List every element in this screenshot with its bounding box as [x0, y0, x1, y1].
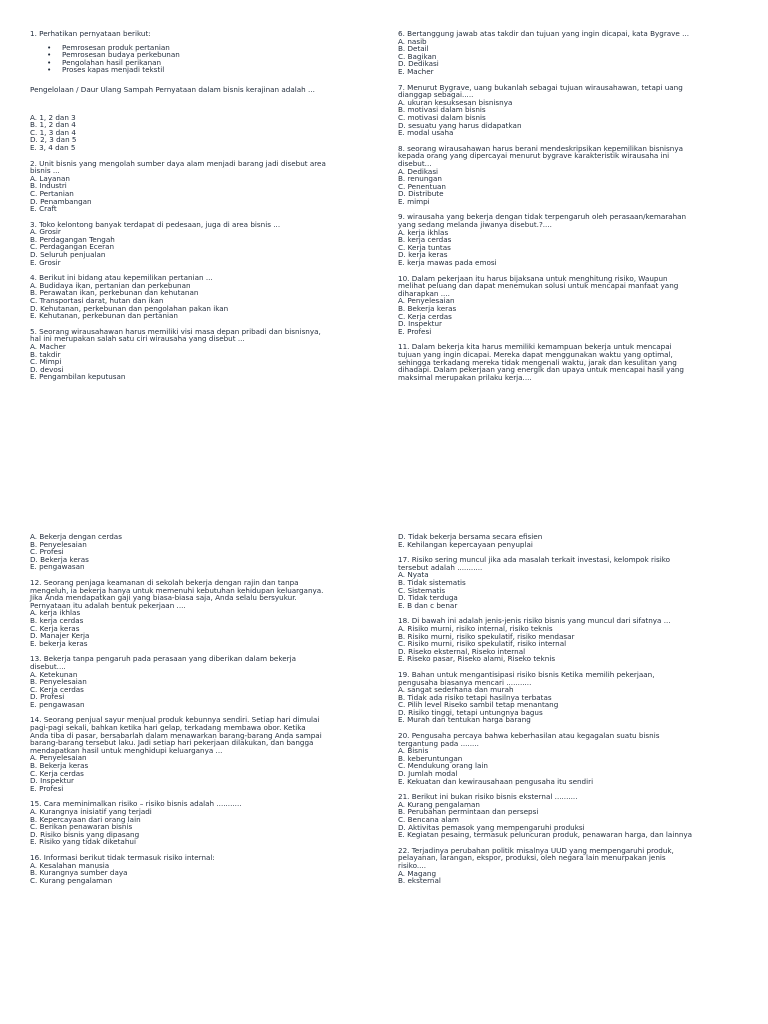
- answer-option: D. Inspektur: [30, 776, 74, 786]
- answer-option: D. Manajer Kerja: [30, 631, 90, 641]
- answer-option: B. Penyelesaian: [30, 677, 87, 687]
- answer-option: D. Risiko bisnis yang dipasang: [30, 829, 140, 839]
- answer-option: C. Risiko murni, risiko spekulatif, risiko internal: [398, 639, 567, 649]
- answer-option: A. Layanan: [30, 173, 70, 183]
- answer-option: A. sangat sederhana dan murah: [398, 685, 514, 695]
- question-stem: 11. Dalam bekerja kita harus memiliki kemampuan bekerja untuk mencapai: [398, 342, 672, 352]
- question-12: [30, 579, 323, 647]
- question-6: [398, 30, 689, 76]
- question-3: [30, 221, 326, 267]
- answer-option: B. Perubahan permintaan dan persepsi: [398, 807, 539, 817]
- question-5: [30, 328, 326, 381]
- answer-option: C. Mimpi: [30, 357, 62, 367]
- answer-option: B. Perdagangan Tengah: [30, 234, 115, 244]
- answer-option: B. Industri: [30, 181, 67, 191]
- answer-option: E. Murah dan tentukan harga barang: [398, 715, 531, 725]
- answer-option: C. Mendukung orang lain: [398, 761, 488, 771]
- answer-option: B. eksternal: [398, 876, 441, 886]
- question-17: [398, 556, 692, 609]
- answer-option: B. Risiko murni, risiko spekulatif, risiko mendasar: [398, 631, 575, 641]
- answer-option: B. kerja cerdas: [30, 615, 84, 625]
- question-stem: 8. seorang wirausahawan harus berani mendeskripsikan kepemilikan bisnisnya: [398, 143, 683, 153]
- answer-option: E. Riseko pasar, Riseko alami, Riseko teknis: [398, 654, 556, 664]
- statement-item: • Proses kapas menjadi tekstil: [62, 66, 326, 74]
- question-stem: 6. Bertanggung jawab atas takdir dan tujuan yang ingin dicapai, kata Bygrave ...: [398, 29, 689, 38]
- question-stem: 18. Di bawah ini adalah jenis-jenis risiko bisnis yang muncul dari sifatnya ...: [398, 616, 671, 626]
- answer-option: D. Dedikasi: [398, 59, 439, 69]
- answer-option: D. kerja keras: [398, 250, 448, 260]
- question-22: [398, 847, 692, 885]
- question-stem: dihadapi. Dalam pekerjaan yang energik dan upaya untuk mencapai hasil yang: [398, 365, 684, 375]
- answer-option: A. Penyelesaian: [398, 296, 455, 306]
- question-11-options: [30, 533, 323, 571]
- answer-option: D. Tidak bekerja bersama secara efisien: [398, 532, 543, 541]
- answer-option: C. Perdagangan Eceran: [30, 242, 115, 252]
- question-stem: sehingga terkadang mereka tidak mengenali waktu, jarak dan kesulitan yang: [398, 357, 677, 367]
- question-stem: pengusaha biasanya mencari ...........: [398, 677, 532, 687]
- question-16-options: [398, 533, 692, 548]
- question-stem: 17. Risiko sering muncul jika ada masalah terkait investasi, kelompok risiko: [398, 555, 670, 565]
- answer-option: C. Bagikan: [398, 51, 437, 61]
- answer-option: E. Kekuatan dan kewirausahaan pengusaha itu sendiri: [398, 776, 594, 786]
- answer-option: E. Profesi: [30, 783, 64, 793]
- question-stem: tergantung pada ........: [398, 738, 479, 748]
- answer-option: A. Kesalahan manusia: [30, 860, 110, 870]
- answer-option: E. Pengambilan keputusan: [30, 372, 126, 382]
- answer-option: B. keberuntungan: [398, 753, 463, 763]
- question-stem: Anda tiba di pasar, bersabarlah dalam menawarkan barang-barang Anda sampai: [30, 730, 322, 740]
- question-stem: mendapatkan hasil untuk menghidupi keluarganya ...: [30, 745, 223, 755]
- answer-option: C. Penentuan: [398, 181, 446, 191]
- question-stem: bisnis ...: [30, 166, 60, 176]
- answer-option: D. Tidak terduga: [398, 593, 458, 603]
- question-stem: 2. Unit bisnis yang mengolah sumber daya alam menjadi barang jadi disebut area: [30, 158, 326, 168]
- answer-option: E. mimpi: [398, 196, 430, 206]
- statement-item: • Pemrosesan produk pertanian: [62, 44, 326, 52]
- question-18: [398, 617, 692, 663]
- question-stem: hal ini merupakan salah satu ciri wirausaha yang disebut ...: [30, 334, 245, 344]
- question-stem: 4. Berikut ini bidang atau kepemilikan pertanian ...: [30, 273, 213, 283]
- answer-option: B. motivasi dalam bisnis: [398, 105, 486, 115]
- answer-option: C. Kerja cerdas: [398, 311, 452, 321]
- question-stem: disebut...: [398, 158, 432, 168]
- question-stem: dianggap sebagai.....: [398, 90, 474, 100]
- answer-option: A. Risiko murni, risiko internal, risiko teknis: [398, 623, 553, 633]
- question-stem: 16. Informasi berikut tidak termasuk risiko internal:: [30, 852, 215, 862]
- answer-option: E. Profesi: [398, 326, 432, 336]
- answer-option: E. kerja mawas pada emosi: [398, 258, 497, 268]
- question-16: [30, 854, 323, 884]
- question-stem: barang-barang tersebut laku. Jadi setiap hari pekerjaan dilakukan, dan bangga: [30, 738, 314, 748]
- answer-option: D. sesuatu yang harus didapatkan: [398, 120, 522, 130]
- answer-option: A. kerja ikhlas: [398, 227, 449, 237]
- question-20: [398, 732, 692, 785]
- question-15: [30, 800, 323, 846]
- answer-option: C. Transportasi darat, hutan dan ikan: [30, 296, 164, 306]
- answer-option: D. Distribute: [398, 189, 444, 199]
- question-stem: 21. Berikut ini bukan risiko bisnis eksternal ..........: [398, 792, 578, 802]
- question-14: [30, 716, 323, 792]
- question-11: [398, 343, 689, 381]
- question-7: [398, 84, 689, 137]
- answer-option: B. Penyelesaian: [30, 539, 87, 549]
- answer-option: B. 1, 2 dan 4: [30, 120, 76, 130]
- statement-item: • Pemrosesan budaya perkebunan: [62, 51, 326, 59]
- question-10: [398, 275, 689, 336]
- question-stem: mengeluh, ia bekerja hanya untuk memenuhi kebutuhan kehidupan keluarganya.: [30, 585, 324, 595]
- page1-left-column: [30, 30, 326, 381]
- question-stem: disebut....: [30, 661, 66, 671]
- answer-option: B. kerja cerdas: [398, 235, 452, 245]
- question-stem: tujuan yang ingin dicapai. Mereka dapat menggunakan waktu yang optimal,: [398, 349, 673, 359]
- question-stem: 3. Toko kelontong banyak terdapat di pedesaan, juga di area bisnis ...: [30, 219, 281, 229]
- answer-option: D. Profesi: [30, 692, 65, 702]
- answer-option: C. Kerja tuntas: [398, 242, 451, 252]
- answer-option: A. Kurang pengalaman: [398, 799, 480, 809]
- answer-option: B. Bekerja keras: [398, 304, 457, 313]
- answer-option: A. Penyelesaian: [30, 753, 87, 763]
- page2-right-column: [398, 533, 692, 885]
- question-stem: maksimal merupakan prilaku kerja....: [398, 372, 532, 382]
- answer-option: C. Kerja cerdas: [30, 684, 84, 694]
- answer-option: A. Grosir: [30, 227, 61, 237]
- answer-option: D. Risiko tinggi, tetapi untungnya bagus: [398, 707, 543, 717]
- answer-option: A. Dedikasi: [398, 166, 439, 176]
- answer-option: C. 1, 3 dan 4: [30, 127, 76, 137]
- question-4: [30, 274, 326, 320]
- answer-option: D. Jumlah modal: [398, 769, 458, 779]
- question-9: [398, 213, 689, 266]
- answer-option: B. Detail: [398, 44, 429, 54]
- answer-option: C. Pertanian: [30, 188, 74, 198]
- answer-option: A. Kurangnya inisiatif yang terjadi: [30, 807, 152, 816]
- answer-option: C. Bencana alam: [398, 815, 459, 824]
- answer-option: C. Berikan penawaran bisnis: [30, 822, 133, 832]
- answer-option: A. Magang: [398, 868, 437, 878]
- answer-option: C. Kurang pengalaman: [30, 875, 113, 885]
- answer-option: D. Aktivitas pemasok yang mempengaruhi produksi: [398, 822, 585, 832]
- answer-option: B. Bekerja keras: [30, 761, 89, 771]
- answer-option: B. Kepercayaan dari orang lain: [30, 814, 141, 824]
- answer-option: C. motivasi dalam bisnis: [398, 112, 486, 122]
- answer-option: A. nasib: [398, 36, 427, 46]
- question-stem: 22. Terjadinya perubahan politik misalnya UUD yang mempengaruhi produk,: [398, 845, 674, 855]
- answer-option: D. Seluruh penjualan: [30, 250, 106, 260]
- answer-option: B. Tidak sistematis: [398, 577, 466, 587]
- answer-option: E. Craft: [30, 204, 57, 214]
- question-21: [398, 793, 692, 839]
- question-stem: 9. wirausaha yang bekerja dengan tidak terpengaruh oleh perasaan/kemarahan: [398, 212, 687, 222]
- answer-option: B. Perawatan ikan, perkebunan dan kehutanan: [30, 288, 199, 298]
- question-stem: 15. Cara meminimalkan risiko – risiko bisnis adalah ...........: [30, 799, 242, 809]
- answer-option: A. ukuran kesuksesan bisnisnya: [398, 97, 513, 107]
- question-stem: melihat peluang dan dapat menemukan solusi untuk mencapai manfaat yang: [398, 281, 679, 291]
- question-stem: diharapkan ....: [398, 288, 450, 298]
- question-stem: pagi-pagi sekali, bahkan ketika hari gelap, terkadang membawa obor. Ketika: [30, 723, 306, 733]
- answer-option: C. Profesi: [30, 547, 64, 557]
- answer-option: E. pengawasan: [30, 562, 85, 572]
- question-stem: Pernyataan itu adalah bentuk pekerjaan ....: [30, 600, 186, 610]
- question-stem: kepada orang yang dipercayai menurut bygrave karakteristik wirausaha ini: [398, 151, 670, 161]
- answer-option: E. pengawasan: [30, 699, 85, 709]
- answer-option: B. takdir: [30, 349, 61, 359]
- answer-option: A. Budidaya ikan, pertanian dan perkebunan: [30, 280, 191, 290]
- question-stem: 5. Seorang wirausahawan harus memiliki visi masa depan pribadi dan bisnisnya,: [30, 326, 321, 336]
- answer-option: A. Bisnis: [398, 746, 429, 756]
- question-stem: yang sedang melanda jiwanya disebut.?....: [398, 220, 552, 230]
- answer-option: D. devosi: [30, 364, 64, 374]
- answer-option: E. Grosir: [30, 257, 61, 267]
- answer-option: E. Kehutanan, perkebunan dan pertanian: [30, 311, 178, 321]
- answer-option: A. Macher: [30, 342, 66, 351]
- question-stem: 12. Seorang penjaga keamanan di sekolah bekerja dengan rajin dan tanpa: [30, 577, 299, 587]
- answer-option: C. Pilih level Riseko sambil tetap menantang: [398, 700, 559, 710]
- answer-option: B. Tidak ada risiko tetapi hasilnya terbatas: [398, 692, 552, 702]
- answer-option: E. Kehilangan kepercayaan penyuplai: [398, 539, 533, 549]
- answer-option: D. Bekerja keras: [30, 554, 89, 564]
- answer-option: D. Kehutanan, perkebunan dan pengolahan pakan ikan: [30, 303, 229, 313]
- question-stem: 10. Dalam pekerjaan itu harus bijaksana untuk menghitung risiko, Waupun: [398, 273, 668, 283]
- page2-left-column: [30, 533, 323, 884]
- question-13: [30, 655, 323, 708]
- answer-option: C. Sistematis: [398, 585, 446, 595]
- question-stem: 19. Bahan untuk mengantisipasi risiko bisnis Ketika memilih pekerjaan,: [398, 669, 655, 679]
- question-19: [398, 671, 692, 724]
- answer-option: E. modal usaha: [398, 128, 454, 138]
- question-8: [398, 145, 689, 206]
- question-stem: Jika Anda mendapatkan gaji yang biasa-biasa saja, Anda selalu bersyukur.: [30, 593, 297, 603]
- answer-option: D. Penambangan: [30, 196, 92, 206]
- question-stem: 7. Menurut Bygrave, uang bukanlah sebagai tujuan wirausahawan, tetapi uang: [398, 82, 683, 92]
- answer-option: E. B dan c benar: [398, 600, 458, 610]
- question-stem: 1. Perhatikan pernyataan berikut:: [30, 29, 151, 38]
- answer-option: D. 2, 3 dan 5: [30, 135, 77, 145]
- answer-option: A. 1, 2 dan 3: [30, 112, 76, 122]
- answer-option: A. kerja ikhlas: [30, 608, 81, 618]
- page1-right-column: [398, 30, 689, 381]
- question-stem: 13. Bekerja tanpa pengaruh pada perasaan yang diberikan dalam bekerja: [30, 654, 297, 664]
- question-stem: tersebut adalah ...........: [398, 562, 483, 572]
- question-text: Pengelolaan / Daur Ulang Sampah Pernyataan dalam bisnis kerajinan adalah ...: [30, 84, 315, 94]
- statement-list: [30, 44, 326, 74]
- answer-option: A. Ketekunan: [30, 669, 78, 679]
- answer-option: E. 3, 4 dan 5: [30, 142, 76, 152]
- question-1: [30, 30, 326, 152]
- statement-item: • Pengolahan hasil perikanan: [62, 59, 326, 67]
- answer-option: D. Inspektur: [398, 319, 442, 329]
- answer-option: A. Nyata: [398, 570, 429, 580]
- answer-option: B. renungan: [398, 174, 442, 184]
- question-stem: 14. Seorang penjual sayur menjual produk kebunnya sendiri. Setiap hari dimulai: [30, 715, 320, 725]
- answer-option: C. Kerja keras: [30, 623, 80, 633]
- answer-option: A. Bekerja dengan cerdas: [30, 532, 122, 541]
- question-stem: pelayanan, larangan, ekspor, produksi, oleh negara lain menurpakan jenis: [398, 853, 666, 863]
- answer-option: E. bekerja keras: [30, 638, 88, 648]
- question-2: [30, 160, 326, 213]
- answer-option: C. Kerja cerdas: [30, 768, 84, 778]
- question-stem: 20. Pengusaha percaya bahwa keberhasilan atau kegagalan suatu bisnis: [398, 731, 660, 741]
- question-stem: risiko....: [398, 860, 427, 870]
- answer-option: B. Kurangnya sumber daya: [30, 868, 128, 878]
- answer-option: E. Macher: [398, 66, 434, 76]
- answer-option: E. Kegiatan pesaing, termasuk peluncuran produk, penawaran harga, dan lainnya: [398, 830, 693, 840]
- answer-option: E. Risiko yang tidak diketahui: [30, 837, 136, 847]
- answer-option: D. Riseko eksternal, Riseko internal: [398, 646, 526, 656]
